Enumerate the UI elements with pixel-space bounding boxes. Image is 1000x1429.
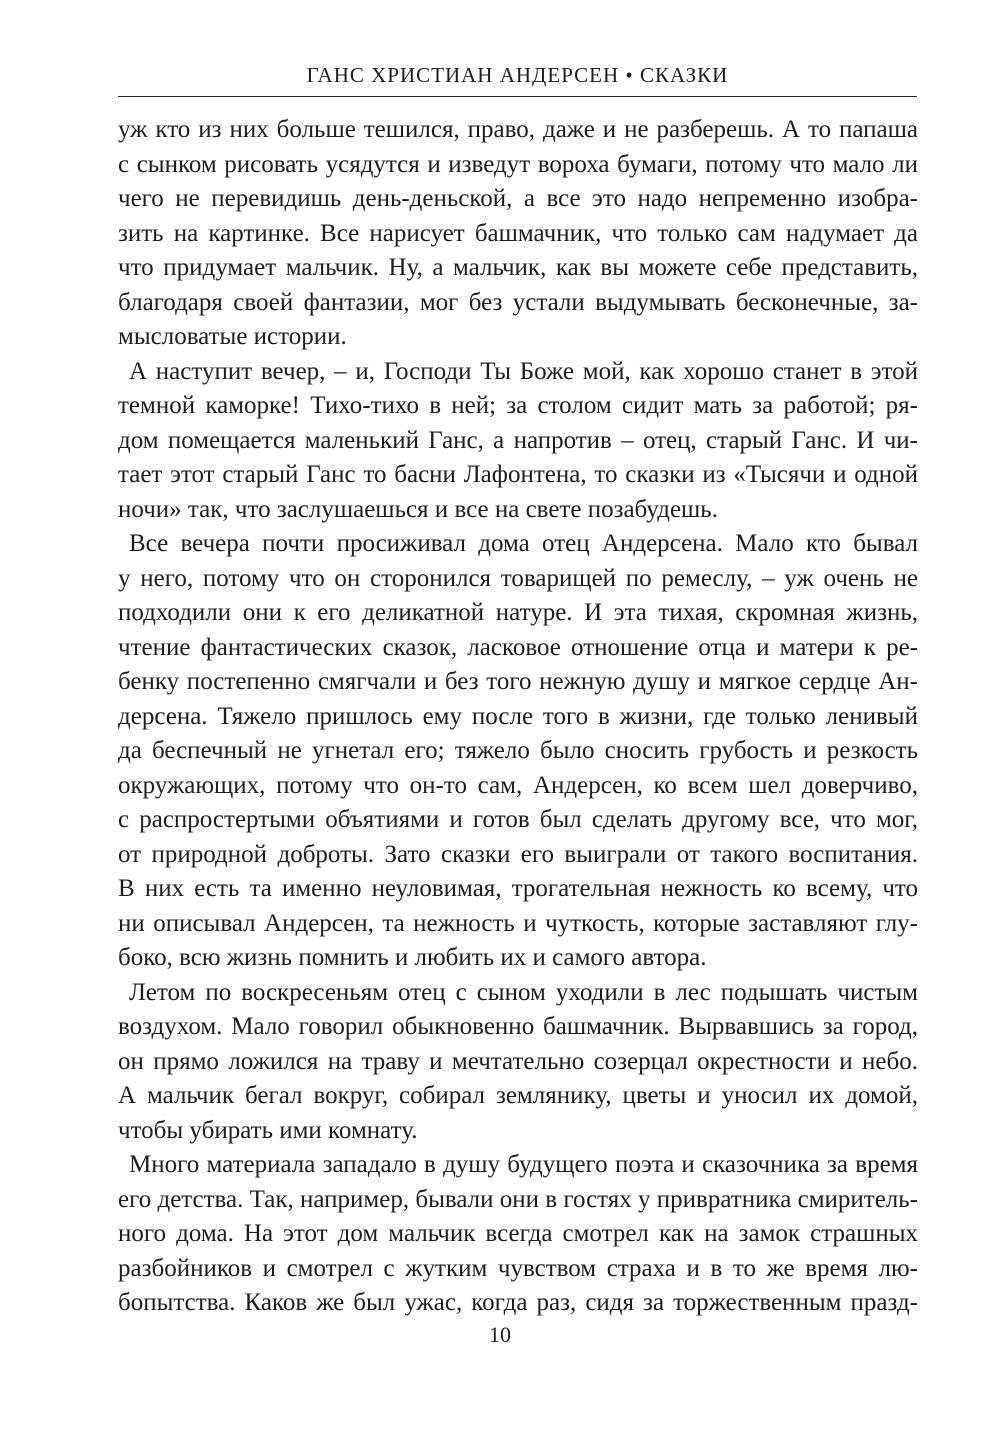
running-head	[118, 62, 917, 97]
text-line: ного дома. На этот дом мальчик всегда смотрел как на замок страшных	[118, 1220, 918, 1247]
text-line: темной каморке! Тихо-тихо в ней; за столом сидит мать за работой; ря-	[118, 392, 918, 419]
text-line: тает этот старый Ганс то басни Лафонтена, то сказки из «Тысячи и одной	[118, 461, 918, 488]
text-line: ни описывал Андерсен, та нежность и чуткость, которые заставляют глу-	[118, 909, 918, 937]
text-line: с распростертыми объятиями и готов был сделать другому все, что мог,	[118, 806, 918, 833]
text-line: разбойников и смотрел с жутким чувством страха и в то же время лю-	[118, 1254, 918, 1282]
text-line: зить на картинке. Все нарисует башмачник, что только сам надумает да	[118, 219, 918, 247]
text-line: окружающих, потому что он-то сам, Андерсен, ко всем шел доверчиво,	[118, 771, 918, 799]
text-line: он прямо ложился на траву и мечтательно созерцал окрестности и небо.	[118, 1047, 918, 1075]
text-line: чего не перевидишь день-деньской, а все это надо непременно изобра-	[118, 185, 918, 212]
text-line: благодаря своей фантазии, мог без устали выдумывать бесконечные, за-	[118, 288, 918, 316]
text-line: подходили они к его деликатной натуре. И эта тихая, скромная жизнь,	[118, 599, 918, 626]
text-line: чтобы убирать ими комнату.	[118, 1116, 418, 1144]
text-line: его детства. Так, например, бывали они в гостях у привратника смиритель-	[118, 1185, 918, 1213]
text-line: бенку постепенно смягчали и без того нежную душу и мягкое сердце Ан-	[118, 668, 918, 695]
text-line: А наступит вечер, – и, Господи Ты Боже мой, как хорошо станет в этой	[129, 357, 918, 385]
text-line: с сынком рисовать усядутся и изведут вороха бумаги, потому что мало ли	[118, 150, 918, 178]
page-number: 10	[489, 1322, 511, 1347]
text-line: А мальчик бегал вокруг, собирал землянику, цветы и уносил их домой,	[118, 1082, 918, 1109]
paragraph	[118, 113, 918, 355]
text-line: ночи» так, что заслушаешься и все на свете позабудешь.	[118, 495, 718, 523]
paragraph	[118, 1148, 918, 1321]
text-line: да беспечный не угнетал его; тяжело было сносить грубость и резкость	[118, 737, 918, 764]
text-line: боко, всю жизнь помнить и любить их и самого автора.	[118, 944, 707, 971]
paragraph	[118, 976, 918, 1149]
text-line: Летом по воскресеньям отец с сыном уходили в лес подышать чистым	[129, 978, 918, 1006]
text-line: чтение фантастических сказок, ласковое отношение отца и матери к ре-	[118, 633, 918, 661]
text-line: Все вечера почти просиживал дома отец Андерсена. Мало кто бывал	[129, 530, 918, 557]
paragraph	[118, 355, 918, 528]
text-line: бопытства. Каков же был ужас, когда раз, сидя за торжественным празд-	[118, 1289, 918, 1316]
running-title: ГАНС ХРИСТИАН АНДЕРСЕН • СКАЗКИ	[306, 63, 729, 87]
text-line: от природной доброты. Зато сказки его выиграли от такого воспитания.	[118, 840, 918, 868]
text-line: что придумает мальчик. Ну, а мальчик, как вы можете себе представить,	[118, 254, 918, 281]
text-line: В них есть та именно неуловимая, трогательная нежность ко всему, что	[118, 875, 918, 902]
text-line: мысловатые истории.	[118, 323, 347, 350]
text-line: дерсена. Тяжело пришлось ему после того в жизни, где только ленивый	[118, 702, 918, 730]
text-line: у него, потому что он сторонился товарищей по ремеслу, – уж очень не	[118, 564, 918, 592]
text-line: дом помещается маленький Ганс, а напротив – отец, старый Ганс. И чи-	[118, 426, 918, 454]
text-line: Много материала западало в душу будущего поэта и сказочника за время	[129, 1151, 918, 1178]
text-line: воздухом. Мало говорил обыкновенно башмачник. Вырвавшись за город,	[118, 1013, 918, 1040]
text-line: уж кто из них больше тешился, право, даже и не разберешь. А то папаша	[118, 116, 918, 143]
body-text	[118, 113, 918, 1321]
paragraph	[118, 527, 918, 976]
